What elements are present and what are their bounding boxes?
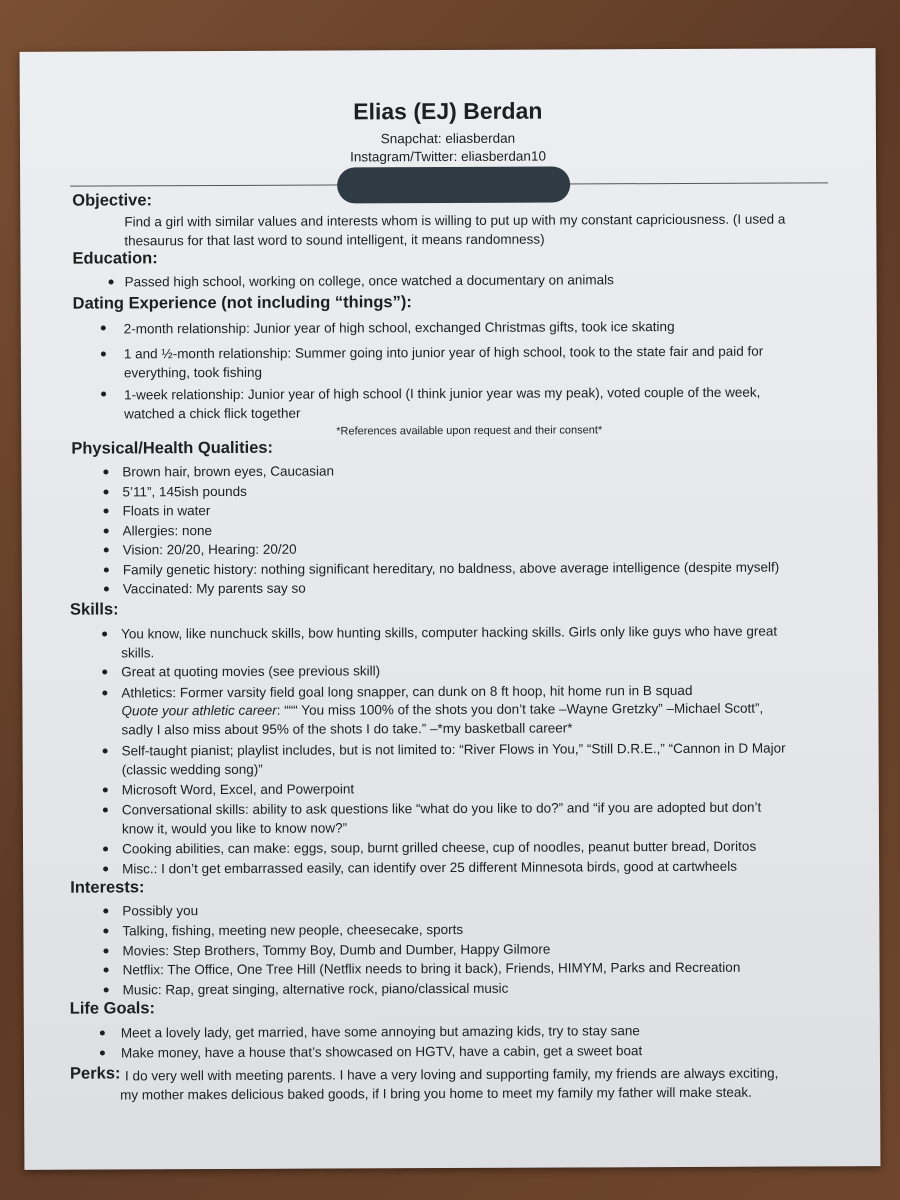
bullet <box>102 631 107 636</box>
bullet <box>103 866 108 871</box>
physical-heading: Physical/Health Qualities: <box>71 438 274 458</box>
bullet <box>100 1051 105 1056</box>
perks-heading: Perks: <box>69 1064 121 1083</box>
bullet <box>102 690 107 695</box>
life-goals-item: Meet a lovely lady, get married, have some annoying but amazing kids, try to stay sane <box>120 1023 640 1041</box>
skills-conversation-line-2: know it, would you like to know now?” <box>121 820 348 837</box>
bullet <box>103 469 108 474</box>
physical-item: Brown hair, brown eyes, Caucasian <box>122 463 335 480</box>
dating-item-2-line-2: everything, took fishing <box>123 364 263 381</box>
bullet <box>104 586 109 591</box>
skills-quote-line-2: sadly I also miss about 95% of the shots I do take.” –*my basketball career* <box>121 720 573 738</box>
bullet <box>101 325 106 330</box>
interests-item: Netflix: The Office, One Tree Hill (Netflix needs to bring it back), Friends, HIMYM, Parks and Recreation <box>122 959 741 978</box>
interests-item: Talking, fishing, meeting new people, cheesecake, sports <box>122 921 464 939</box>
instagram-twitter-handle: Instagram/Twitter: eliasberdan10 <box>350 148 546 165</box>
skills-nunchuck-line-1: You know, like nunchuck skills, bow hunting skills, computer hacking skills. Girls only like guys who have great <box>121 623 778 642</box>
perks-text-line-1: I do very well with meeting parents. I have a very loving and supporting family, my friends are always exciting, <box>125 1065 779 1084</box>
resume-paper <box>20 48 881 1170</box>
quote-text: : “““ You miss 100% of the shots you don’t take –Wayne Gretzky” –Michael Scott”, <box>276 700 764 718</box>
skills-misc: Misc.: I don’t get embarrassed easily, can identify over 25 different Minnesota birds, good at cartwheels <box>122 858 737 877</box>
objective-text-line-2: thesaurus for that last word to sound intelligent, it means randomness) <box>124 231 545 249</box>
bullet <box>103 489 108 494</box>
skills-cooking: Cooking abilities, can make: eggs, soup, burnt grilled cheese, cup of noodles, peanut butter bread, Doritos <box>122 838 757 857</box>
bullet <box>101 351 106 356</box>
snapchat-handle: Snapchat: eliasberdan <box>380 130 516 147</box>
bullet <box>104 547 109 552</box>
physical-item: Allergies: none <box>122 523 213 539</box>
bullet <box>104 967 109 972</box>
life-goals-item: Make money, have a house that’s showcased on HGTV, have a cabin, get a sweet boat <box>120 1043 643 1061</box>
physical-item: Vaccinated: My parents say so <box>122 580 306 597</box>
bullet <box>103 846 108 851</box>
bullet <box>101 391 106 396</box>
skills-movies: Great at quoting movies (see previous skill) <box>121 663 381 680</box>
bullet <box>103 928 108 933</box>
references-note: *References available upon request and their consent* <box>336 424 603 438</box>
redaction-bar <box>337 166 570 203</box>
bullet <box>109 279 114 284</box>
skills-quote-line-1 <box>121 699 763 721</box>
physical-item: Family genetic history: nothing significant hereditary, no baldness, above average intelligence (despite myself) <box>122 559 780 578</box>
bullet <box>102 669 107 674</box>
bullet <box>104 528 109 533</box>
quote-label: Quote your athletic career <box>121 702 277 719</box>
dating-item-3-line-1: 1-week relationship: Junior year of high school (I think junior year was my peak), voted couple of the week, <box>124 384 761 403</box>
interests-item: Music: Rap, great singing, alternative rock, piano/classical music <box>122 980 509 998</box>
physical-item: Vision: 20/20, Hearing: 20/20 <box>122 541 297 558</box>
skills-conversation-line-1: Conversational skills: ability to ask questions like “what do you like to do?” and “if you are adopted but don’t <box>121 799 762 818</box>
perks-text-line-2: my mother makes delicious baked goods, if I bring you home to meet my family my father will make steak. <box>120 1084 752 1103</box>
bullet <box>104 987 109 992</box>
bullet <box>104 567 109 572</box>
bullet <box>104 508 109 513</box>
skills-office: Microsoft Word, Excel, and Powerpoint <box>121 781 355 798</box>
interests-item: Possibly you <box>122 903 199 919</box>
bullet <box>100 1031 105 1036</box>
life-goals-heading: Life Goals: <box>69 999 156 1018</box>
education-heading: Education: <box>72 249 158 268</box>
objective-heading: Objective: <box>72 191 153 210</box>
bullet <box>103 948 108 953</box>
education-item: Passed high school, working on college, once watched a documentary on animals <box>124 272 614 290</box>
dating-item-2-line-1: 1 and ½-month relationship: Summer going into junior year of high school, took to the state fair and paid for <box>123 343 764 362</box>
skills-athletics: Athletics: Former varsity field goal long snapper, can dunk on 8 ft hoop, hit home run in B squad <box>121 682 693 701</box>
objective-text-line-1: Find a girl with similar values and interests whom is willing to put up with my constant capriciousness. (I used a <box>124 211 786 230</box>
bullet <box>103 908 108 913</box>
skills-pianist-line-2: (classic wedding song)” <box>121 761 263 778</box>
bullet <box>103 787 108 792</box>
dating-item-1: 2-month relationship: Junior year of high school, exchanged Christmas gifts, took ice skating <box>123 319 675 337</box>
dating-heading: Dating Experience (not including “things”): <box>72 293 412 313</box>
bullet <box>103 748 108 753</box>
dating-item-3-line-2: watched a chick flick together <box>124 405 301 422</box>
skills-pianist-line-1: Self-taught pianist; playlist includes, but is not limited to: “River Flows in You,” “Still D.R.E.,” “Cannon in D Major <box>121 740 786 759</box>
interests-heading: Interests: <box>70 878 145 897</box>
skills-heading: Skills: <box>69 600 119 619</box>
resume-name: Elias (EJ) Berdan <box>353 97 543 125</box>
bullet <box>103 807 108 812</box>
physical-item: Floats in water <box>122 503 211 519</box>
interests-item: Movies: Step Brothers, Tommy Boy, Dumb and Dumber, Happy Gilmore <box>122 941 551 959</box>
physical-item: 5’11”, 145ish pounds <box>122 483 247 500</box>
skills-nunchuck-line-2: skills. <box>121 645 155 661</box>
